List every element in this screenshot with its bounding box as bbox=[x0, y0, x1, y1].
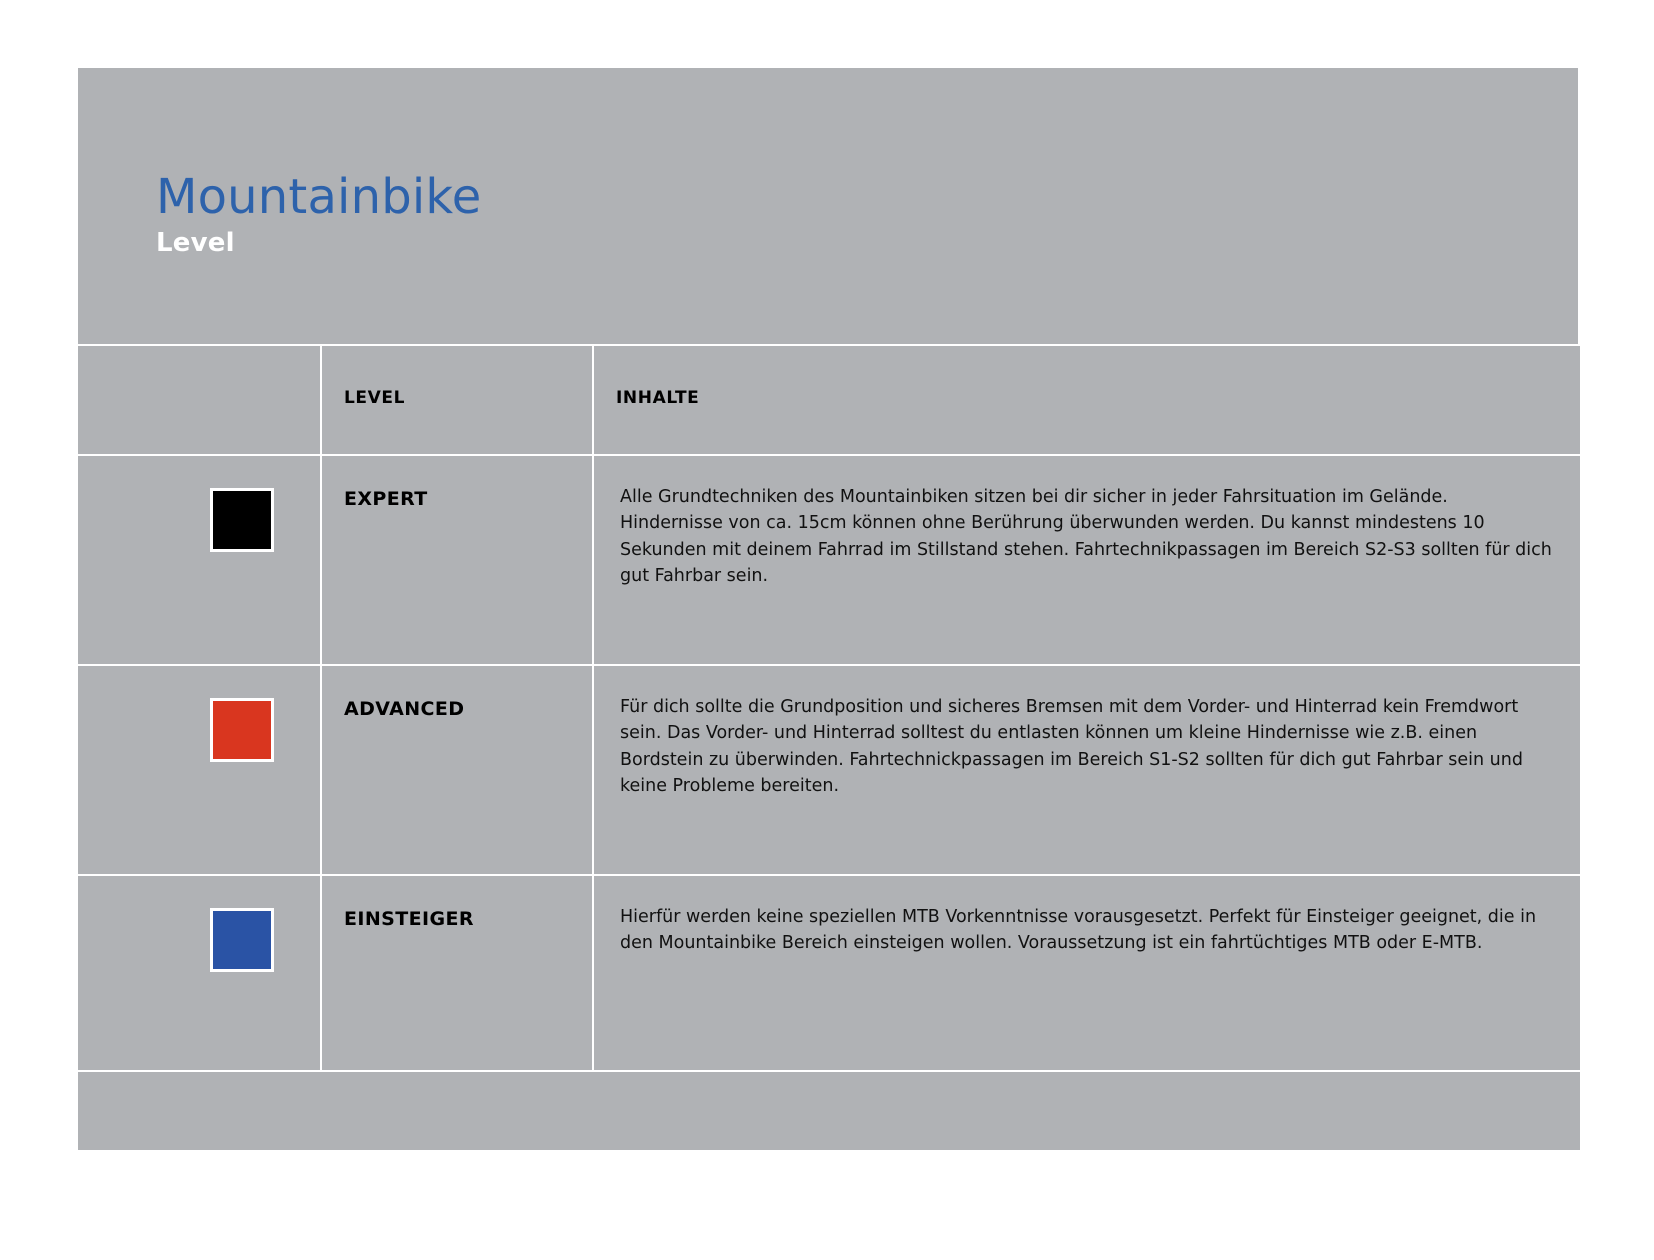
level-label: EINSTEIGER bbox=[344, 908, 474, 930]
row-inhalte-cell bbox=[593, 875, 1580, 1071]
table-header-row bbox=[78, 345, 1580, 455]
footer-cell bbox=[78, 1071, 1580, 1150]
level-label: EXPERT bbox=[344, 488, 428, 510]
document-header bbox=[78, 68, 1578, 344]
table-row bbox=[78, 875, 1580, 1071]
level-table bbox=[78, 344, 1580, 1150]
header-cell-inhalte bbox=[593, 345, 1580, 455]
page-title: Mountainbike bbox=[156, 169, 482, 225]
inhalte-text: Hierfür werden keine speziellen MTB Vorkenntnisse vorausgesetzt. Perfekt für Einsteiger geeignet, die in den Mountainbike Bereich einsteigen wollen. Voraussetzung ist ein fahrtüchtiges MTB oder E-MTB. bbox=[620, 907, 1537, 954]
page-subtitle: Level bbox=[156, 228, 235, 259]
header-cell-level bbox=[321, 345, 593, 455]
color-swatch-blue bbox=[210, 908, 274, 972]
row-swatch-cell bbox=[78, 875, 321, 1071]
row-level-cell bbox=[321, 875, 593, 1071]
table-row bbox=[78, 665, 1580, 875]
row-inhalte-cell bbox=[593, 455, 1580, 665]
row-level-cell bbox=[321, 665, 593, 875]
inhalte-text: Für dich sollte die Grundposition und sicheres Bremsen mit dem Vorder- und Hinterrad kein Fremdwort sein. Das Vorder- und Hinterrad solltest du entlasten können um kleine Hindernisse wie z.B. einen Bordstein zu überwinden. Fahrtechnickpassagen im Bereich S1-S2 sollten für dich gut Fahrbar sein und keine Probleme bereiten. bbox=[620, 697, 1523, 796]
color-swatch-black bbox=[210, 488, 274, 552]
row-level-cell bbox=[321, 455, 593, 665]
table-footer-row bbox=[78, 1071, 1580, 1150]
table-row bbox=[78, 455, 1580, 665]
header-swatch-label bbox=[78, 346, 320, 388]
header-inhalte-label: INHALTE bbox=[616, 388, 700, 408]
row-inhalte-cell bbox=[593, 665, 1580, 875]
header-level-label: LEVEL bbox=[344, 388, 406, 408]
content-panel bbox=[78, 68, 1578, 1130]
inhalte-text: Alle Grundtechniken des Mountainbiken sitzen bei dir sicher in jeder Fahrsituation im Gelände. Hindernisse von ca. 15cm können ohne Berührung überwunden werden. Du kannst mindestens 10 Sekunden mit deinem Fahrrad im Stillstand stehen. Fahrtechnikpassagen im Bereich S2-S3 sollten für dich gut Fahrbar sein. bbox=[620, 487, 1552, 586]
row-swatch-cell bbox=[78, 455, 321, 665]
header-cell-swatch bbox=[78, 345, 321, 455]
color-swatch-red bbox=[210, 698, 274, 762]
row-swatch-cell bbox=[78, 665, 321, 875]
level-label: ADVANCED bbox=[344, 698, 465, 720]
